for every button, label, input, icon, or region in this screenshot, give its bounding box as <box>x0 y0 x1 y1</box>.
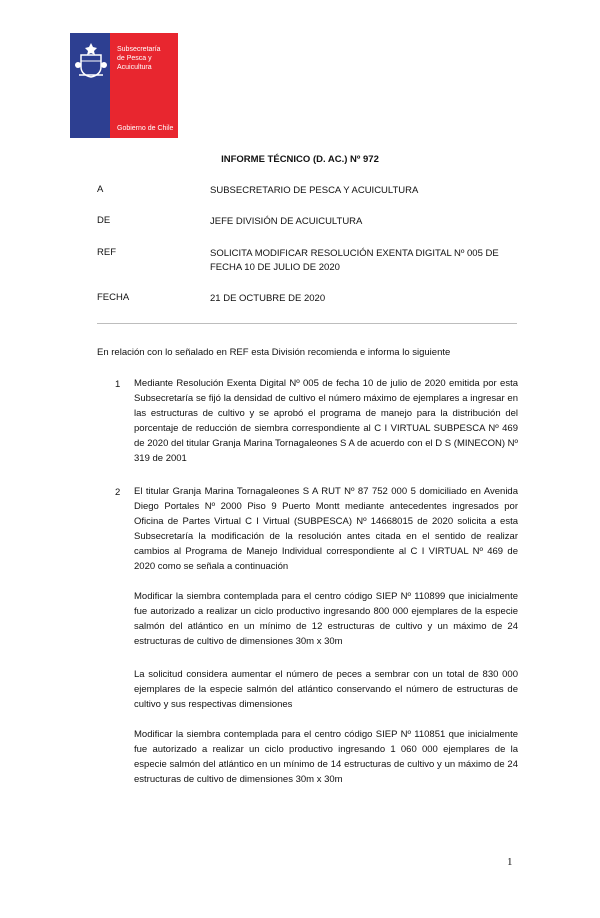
sub-paragraph-2: La solicitud considera aumentar el número de peces a sembrar con un total de 830 000 ejemplares de la especie salmón del atlántico conservando el número de estructuras de cultivo y sus respectivas dimensiones <box>134 669 518 710</box>
sub-paragraph-1: Modificar la siembra contemplada para el centro código SIEP Nº 110899 que inicialmente fue autorizado a realizar un ciclo productivo ingresando 800 000 ejemplares de la especie salmón del atlántico en un mínimo de 12 estructuras de cultivo y un máximo de 24 estructuras de cultivo de dimensiones 30m x 30m <box>134 591 518 647</box>
item-number-2: 2 <box>115 487 121 498</box>
item-paragraph-1: Mediante Resolución Exenta Digital Nº 005 de fecha 10 de julio de 2020 emitida por esta Subsecretaría se fijó la densidad de cultivo el número máximo de ejemplares a ingresar en las estructuras de cultivo y se aprobó el programa de manejo para la distribución del porcentaje de reducción de siembra correspondiente al C I VIRTUAL SUBPESCA Nº 469 de 2020 del titular Granja Marina Tornagaleones S A de acuerdo con el D S (MINECON) Nº 319 de 2001 <box>134 378 518 464</box>
meta-value-to: SUBSECRETARIO DE PESCA Y ACUICULTURA <box>210 185 419 196</box>
meta-label-date: FECHA <box>97 292 130 303</box>
document-title: INFORME TÉCNICO (D. AC.) Nº 972 <box>221 154 379 165</box>
item-paragraph-2: El titular Granja Marina Tornagaleones S A RUT Nº 87 752 000 5 domiciliado en Avenida Diego Portales Nº 2000 Piso 9 Puerto Montt mediante antecedentes ingresados por Oficina de Partes Virtual C I Virtual (SUBPESCA) Nº 14668015 de 2020 solicita a esta Subsecretaría la modificación de la resolución antes citada en el sentido de realizar cambios al Programa de Manejo Individual correspondiente al C I VIRTUAL Nº 469 de 2020 como se señala a continuación <box>134 486 518 572</box>
meta-label-from: DE <box>97 215 111 226</box>
meta-value-ref: SOLICITA MODIFICAR RESOLUCIÓN EXENTA DIGITAL Nº 005 DE FECHA 10 DE JULIO DE 2020 <box>210 248 499 273</box>
sub-paragraph-3: Modificar la siembra contemplada para el centro código SIEP Nº 110851 que inicialmente fue autorizado a realizar un ciclo productivo ingresando 1 060 000 ejemplares de la especie salmón del atlántico en un mínimo de 14 estructuras de cultivo y un máximo de 24 estructuras de cultivo de dimensiones 30m x 30m <box>134 729 518 785</box>
meta-value-from: JEFE DIVISIÓN DE ACUICULTURA <box>210 216 363 227</box>
coat-of-arms-icon <box>73 41 109 81</box>
logo-blue-panel <box>70 33 110 138</box>
meta-label-ref: REF <box>97 247 116 258</box>
subpesca-logo <box>70 33 178 138</box>
logo-government-label: Gobierno de Chile <box>117 125 174 132</box>
intro-paragraph: En relación con lo señalado en REF esta División recomienda e informa lo siguiente <box>97 347 451 358</box>
header-divider <box>97 323 517 324</box>
meta-value-date: 21 DE OCTUBRE DE 2020 <box>210 293 326 304</box>
page-number: 1 <box>507 856 513 868</box>
meta-label-to: A <box>97 184 104 195</box>
logo-wordmark: Subsecretaría de Pesca y Acuicultura <box>117 46 161 71</box>
item-number-1: 1 <box>115 379 121 390</box>
